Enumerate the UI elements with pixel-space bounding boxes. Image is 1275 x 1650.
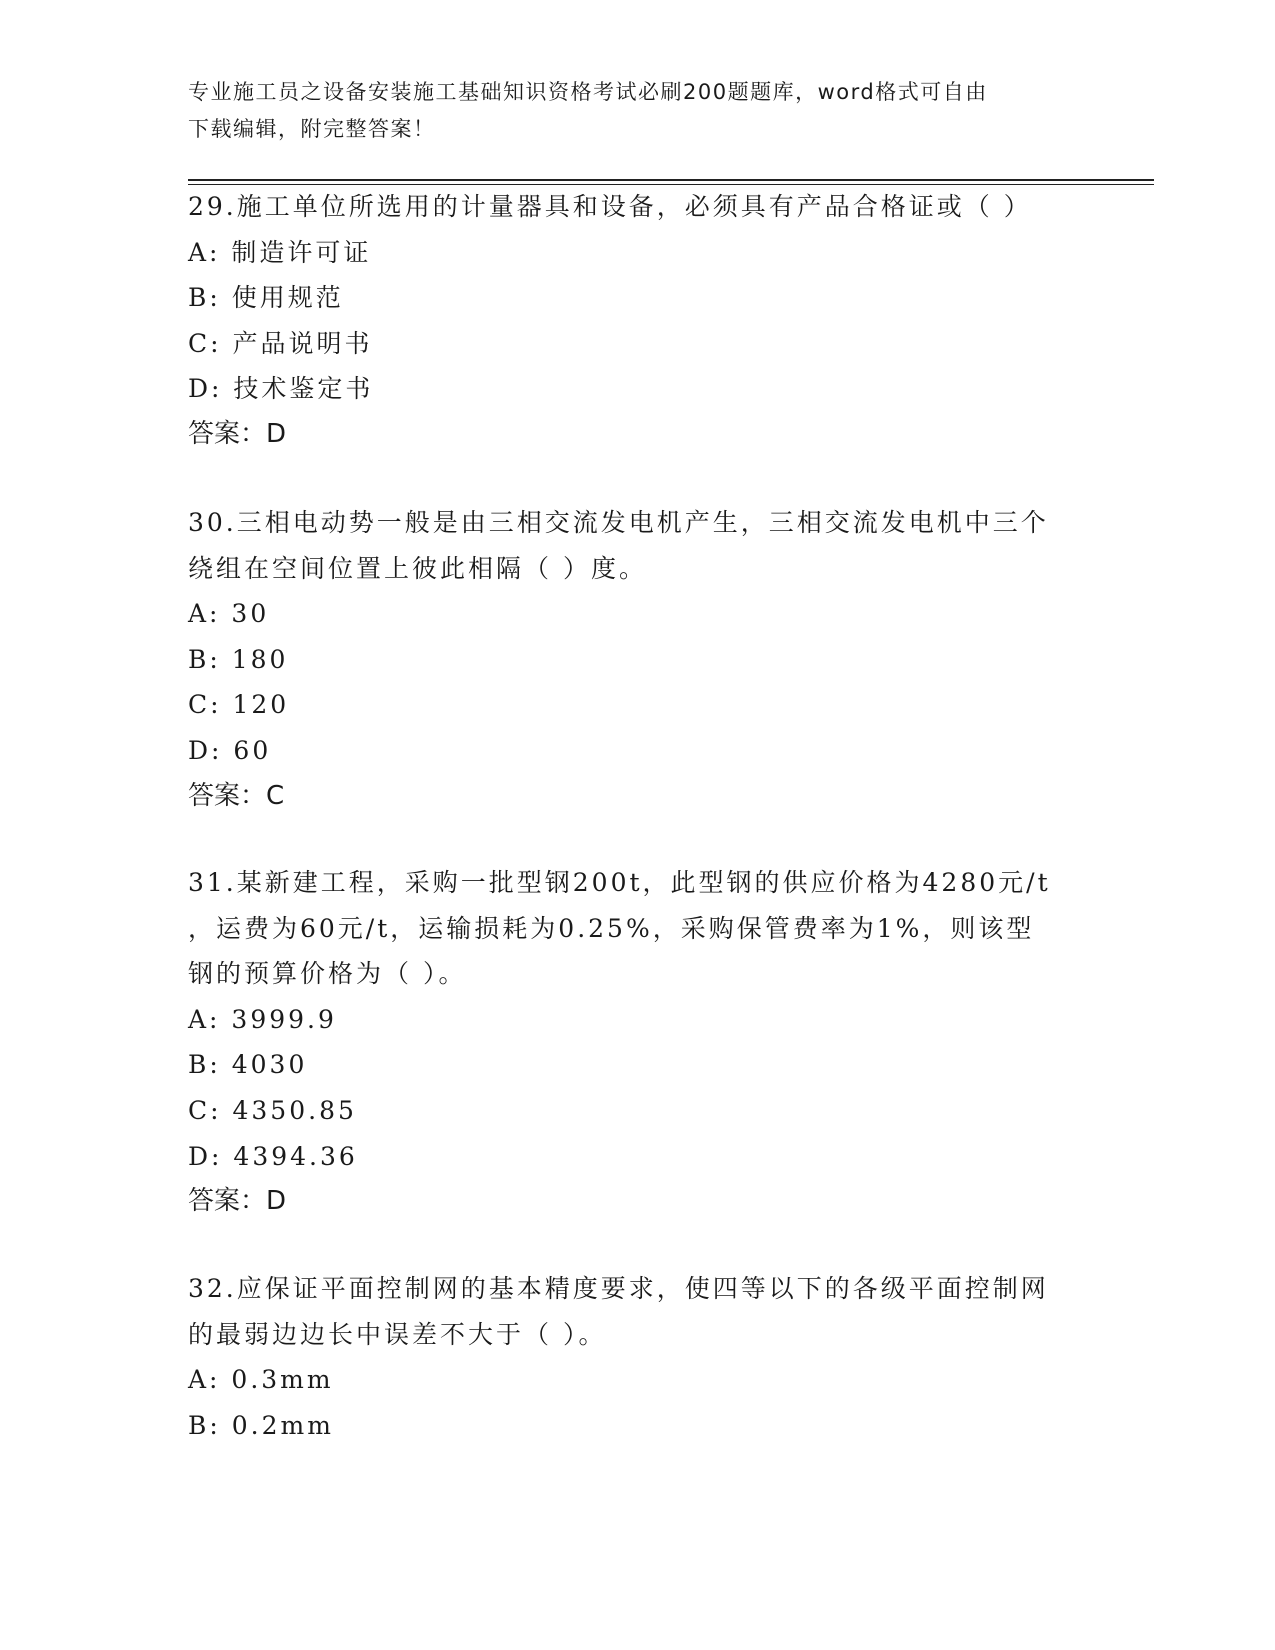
document-header [188,74,1068,148]
answer: 答案：D [188,418,287,449]
question-stem: 钢的预算价格为（ ）。 [188,959,467,989]
header-line-2: 下载编辑，附完整答案！ [188,117,436,141]
option-b: B: 4030 [188,1050,308,1080]
question-stem: ，运费为60元/t，运输损耗为0.25%，采购保管费率为1%，则该型 [188,913,1035,943]
header-line-1: 专业施工员之设备安装施工基础知识资格考试必刷200题题库，word格式可自由 [188,80,988,104]
question-31 [188,860,1088,1225]
option-d: D: 技术鉴定书 [188,374,374,404]
option-c: C: 120 [188,690,290,720]
option-a: A: 30 [188,599,270,629]
option-d: D: 60 [188,735,272,765]
question-30 [188,500,1088,819]
option-b: B: 0.2mm [188,1410,334,1440]
option-c: C: 产品说明书 [188,328,373,358]
question-stem: 32.应保证平面控制网的基本精度要求，使四等以下的各级平面控制网 [188,1274,1049,1303]
option-b: B: 使用规范 [188,283,344,313]
question-stem: 31.某新建工程，采购一批型钢200t，此型钢的供应价格为4280元/t [188,868,1051,897]
answer: 答案：D [188,1186,287,1217]
option-a: A: 制造许可证 [188,237,372,267]
question-stem: 30.三相电动势一般是由三相交流发电机产生，三相交流发电机中三个 [188,508,1049,537]
option-d: D: 4394.36 [188,1141,358,1171]
option-c: C: 4350.85 [188,1095,357,1125]
answer: 答案：C [188,780,285,811]
question-32 [188,1266,1088,1448]
question-stem: 的最弱边边长中误差不大于（ ）。 [188,1319,607,1349]
question-stem: 绕组在空间位置上彼此相隔（ ）度。 [188,553,647,583]
option-b: B: 180 [188,644,289,674]
question-stem: 29.施工单位所选用的计量器具和设备，必须具有产品合格证或（ ） [188,192,1032,221]
question-29 [188,184,1088,458]
option-a: A: 3999.9 [188,1004,337,1034]
header-divider [188,179,1154,181]
option-a: A: 0.3mm [188,1365,334,1395]
